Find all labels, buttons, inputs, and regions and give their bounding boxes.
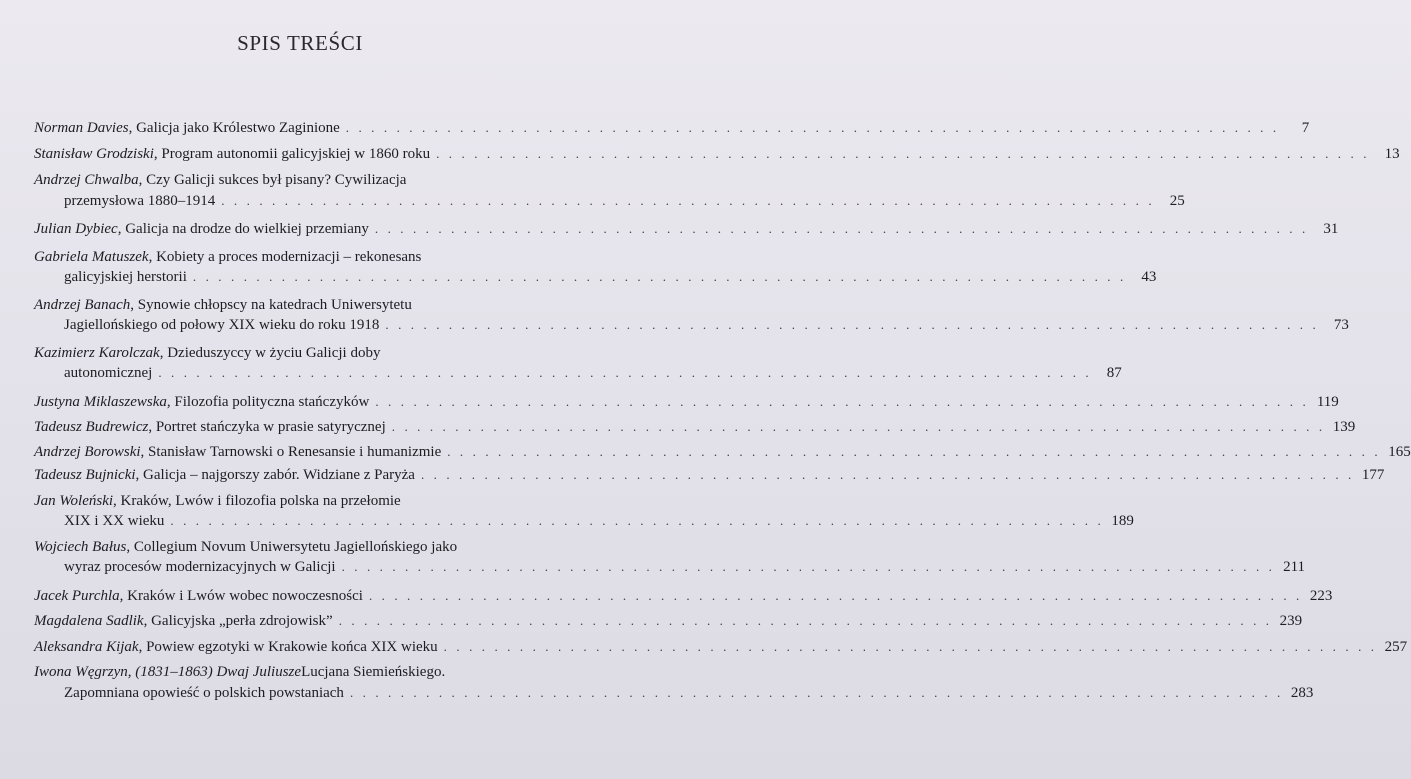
toc-title: , Galicja jako Królestwo Zaginione [128, 120, 340, 136]
dot-leader: . . . . . . . . . . . . . . . . . . . . . . . . . . . . . . . . . . . . . . . . . . . . . . . . . . . . . . . . . . . . . . . . . . . . . . . . . . [341, 559, 1276, 574]
toc-page-number: 43 [1141, 269, 1157, 285]
dot-leader: . . . . . . . . . . . . . . . . . . . . . . . . . . . . . . . . . . . . . . . . . . . . . . . . . . . . . . . . . . . . . . . . . . . . . . . . . . [391, 419, 1326, 434]
dot-leader: . . . . . . . . . . . . . . . . . . . . . . . . . . . . . . . . . . . . . . . . . . . . . . . . . . . . . . . . . . . . . . . . . . . . . . . . . . [170, 513, 1104, 528]
toc-entry [34, 662, 1314, 703]
toc-title-continued: Zapomniana opowieść o polskich powstaniach [64, 684, 344, 701]
toc-title-continued: XIX i XX wieku [64, 513, 165, 529]
toc-title: , Portret stańczyka w prasie satyrycznej [148, 419, 386, 435]
table-of-contents [34, 118, 1411, 703]
toc-author: Gabriela Matuszek [34, 248, 149, 265]
dot-leader: . . . . . . . . . . . . . . . . . . . . . . . . . . . . . . . . . . . . . . . . . . . . . . . . . . . . . . . . . . . . . . . . . . . . . . . . . . [158, 365, 1092, 380]
toc-title-continued: wyraz procesów modernizacyjnych w Galicji [64, 559, 336, 575]
toc-page-number: 283 [1290, 684, 1314, 701]
toc-author: Magdalena Sadlik [34, 613, 144, 629]
toc-page-number: 119 [1316, 393, 1339, 410]
toc-entry [34, 343, 1122, 384]
toc-entry [34, 442, 1411, 463]
dot-leader: . . . . . . . . . . . . . . . . . . . . . . . . . . . . . . . . . . . . . . . . . . . . . . . . . . . . . . . . . . . . . . . . . . . . . . . . . . [443, 638, 1378, 654]
dot-leader: . . . . . . . . . . . . . . . . . . . . . . . . . . . . . . . . . . . . . . . . . . . . . . . . . . . . . . . . . . . . . . . . . . . . . . . . . . [338, 613, 1273, 628]
toc-title: , Kraków i Lwów wobec nowoczesności [119, 587, 363, 604]
toc-page-number: 223 [1309, 587, 1333, 604]
toc-author: Iwona Węgrzyn, (1831–1863) Dwaj Juliusze [34, 664, 302, 680]
dot-leader: . . . . . . . . . . . . . . . . . . . . . . . . . . . . . . . . . . . . . . . . . . . . . . . . . . . . . . . . . . . . . . . . . . . . . . . . . . [420, 467, 1355, 482]
toc-page-number: 31 [1323, 221, 1339, 237]
toc-entry [34, 586, 1333, 607]
dot-leader: . . . . . . . . . . . . . . . . . . . . . . . . . . . . . . . . . . . . . . . . . . . . . . . . . . . . . . . . . . . . . . . . . . . . . . . . . . [385, 317, 1319, 332]
toc-page-number: 257 [1384, 638, 1408, 655]
toc-title: , Synowie chłopscy na katedrach Uniwersytetu [130, 296, 412, 313]
toc-page-number: 211 [1283, 559, 1306, 575]
toc-page-number: 189 [1111, 513, 1134, 529]
dot-leader: . . . . . . . . . . . . . . . . . . . . . . . . . . . . . . . . . . . . . . . . . . . . . . . . . . . . . . . . . . . . . . . . . . . . . . . . . . [375, 393, 1309, 409]
toc-author: Justyna Miklaszewska [34, 393, 167, 410]
dot-leader: . . . . . . . . . . . . . . . . . . . . . . . . . . . . . . . . . . . . . . . . . . . . . . . . . . . . . . . . . . . . . . . . . . . . . . . . . . [436, 145, 1370, 161]
toc-title: , Kobiety a proces modernizacji – rekonesans [148, 248, 422, 265]
toc-title: , Dzieduszyccy w życiu Galicji doby [159, 344, 381, 361]
toc-title-continued: przemysłowa 1880–1914 [64, 192, 216, 209]
toc-entry [34, 219, 1339, 240]
toc-author: Andrzej Banach [34, 296, 131, 313]
toc-author: Stanisław Grodziski [34, 145, 154, 162]
toc-title: , Collegium Novum Uniwersytetu Jagiellońskiego jako [126, 538, 458, 555]
toc-title: , Stanisław Tarnowski o Renesansie i humanizmie [140, 443, 442, 460]
toc-page-number: 73 [1333, 317, 1349, 333]
toc-author: Tadeusz Budrewicz [34, 419, 149, 435]
toc-entry [34, 637, 1408, 658]
dot-leader: . . . . . . . . . . . . . . . . . . . . . . . . . . . . . . . . . . . . . . . . . . . . . . . . . . . . . . . . . . . . . . . . . . . . . . . . . . [447, 443, 1381, 459]
toc-author: Jacek Purchla [34, 587, 120, 604]
dot-leader: . . . . . . . . . . . . . . . . . . . . . . . . . . . . . . . . . . . . . . . . . . . . . . . . . . . . . . . . . . . . . . . . . . . . . . . . . . [192, 269, 1127, 284]
toc-entry [34, 537, 1306, 578]
toc-author: Aleksandra Kijak [34, 638, 139, 655]
toc-title: , Powiew egzotyki w Krakowie końca XIX wieku [138, 638, 438, 655]
toc-title: , Kraków, Lwów i filozofia polska na przełomie [113, 492, 401, 509]
toc-entry [34, 118, 1310, 139]
toc-title: , Program autonomii galicyjskiej w 1860 roku [153, 145, 431, 162]
toc-entry [34, 392, 1339, 413]
toc-author: Tadeusz Bujnicki [34, 467, 136, 483]
toc-title: , Galicja na drodze do wielkiej przemiany [117, 221, 369, 237]
dot-leader: . . . . . . . . . . . . . . . . . . . . . . . . . . . . . . . . . . . . . . . . . . . . . . . . . . . . . . . . . . . . . . . . . . . . . . . . . . [374, 221, 1309, 236]
toc-page-number: 13 [1384, 145, 1400, 162]
toc-page-number: 165 [1388, 443, 1411, 460]
toc-title-continued: autonomicznej [64, 365, 153, 381]
toc-page-number: 239 [1279, 613, 1303, 629]
toc-entry [34, 611, 1303, 632]
toc-title: , Filozofia polityczna stańczyków [166, 393, 370, 410]
dot-leader: . . . . . . . . . . . . . . . . . . . . . . . . . . . . . . . . . . . . . . . . . . . . . . . . . . . . . . . . . . . . . . . . . . . . . . . . . . [349, 684, 1284, 700]
toc-entry [34, 295, 1349, 336]
toc-page-number: 87 [1106, 365, 1122, 381]
toc-author: Kazimierz Karolczak [34, 344, 160, 361]
toc-title-continued: galicyjskiej herstorii [64, 269, 187, 285]
toc-entry [34, 170, 1185, 211]
toc-author: Norman Davies [34, 120, 129, 136]
dot-leader: . . . . . . . . . . . . . . . . . . . . . . . . . . . . . . . . . . . . . . . . . . . . . . . . . . . . . . . . . . . . . . . . . . . . . . . . . . [345, 120, 1280, 135]
toc-entry [34, 247, 1157, 288]
dot-leader: . . . . . . . . . . . . . . . . . . . . . . . . . . . . . . . . . . . . . . . . . . . . . . . . . . . . . . . . . . . . . . . . . . . . . . . . . . [368, 587, 1303, 603]
toc-author: Julian Dybiec [34, 221, 118, 237]
toc-title-continued: Jagiellońskiego od połowy XIX wieku do roku 1918 [64, 317, 380, 333]
toc-author: Wojciech Bałus [34, 538, 127, 555]
toc-page-number: 25 [1169, 192, 1185, 209]
toc-author: Andrzej Borowski [34, 443, 141, 460]
toc-title: , Galicyjska „perła zdrojowisk” [143, 613, 333, 629]
toc-title: , Czy Galicji sukces był pisany? Cywilizacja [138, 172, 407, 188]
toc-entry [34, 417, 1356, 438]
toc-entry [34, 465, 1385, 486]
toc-page-number: 177 [1361, 467, 1385, 483]
toc-author: Andrzej Chwalba [34, 172, 139, 188]
toc-author: Jan Woleński [34, 492, 114, 509]
toc-entry [34, 144, 1400, 165]
dot-leader: . . . . . . . . . . . . . . . . . . . . . . . . . . . . . . . . . . . . . . . . . . . . . . . . . . . . . . . . . . . . . . . . . . . . . . . . . . [221, 192, 1155, 208]
toc-page-number: 139 [1332, 419, 1356, 435]
toc-title: Lucjana Siemieńskiego. [301, 664, 446, 680]
toc-entry [34, 491, 1134, 532]
page-title: SPIS TREŚCI [237, 31, 363, 55]
toc-title: , Galicja – najgorszy zabór. Widziane z Paryża [135, 467, 415, 483]
toc-page-number: 7 [1301, 120, 1310, 136]
